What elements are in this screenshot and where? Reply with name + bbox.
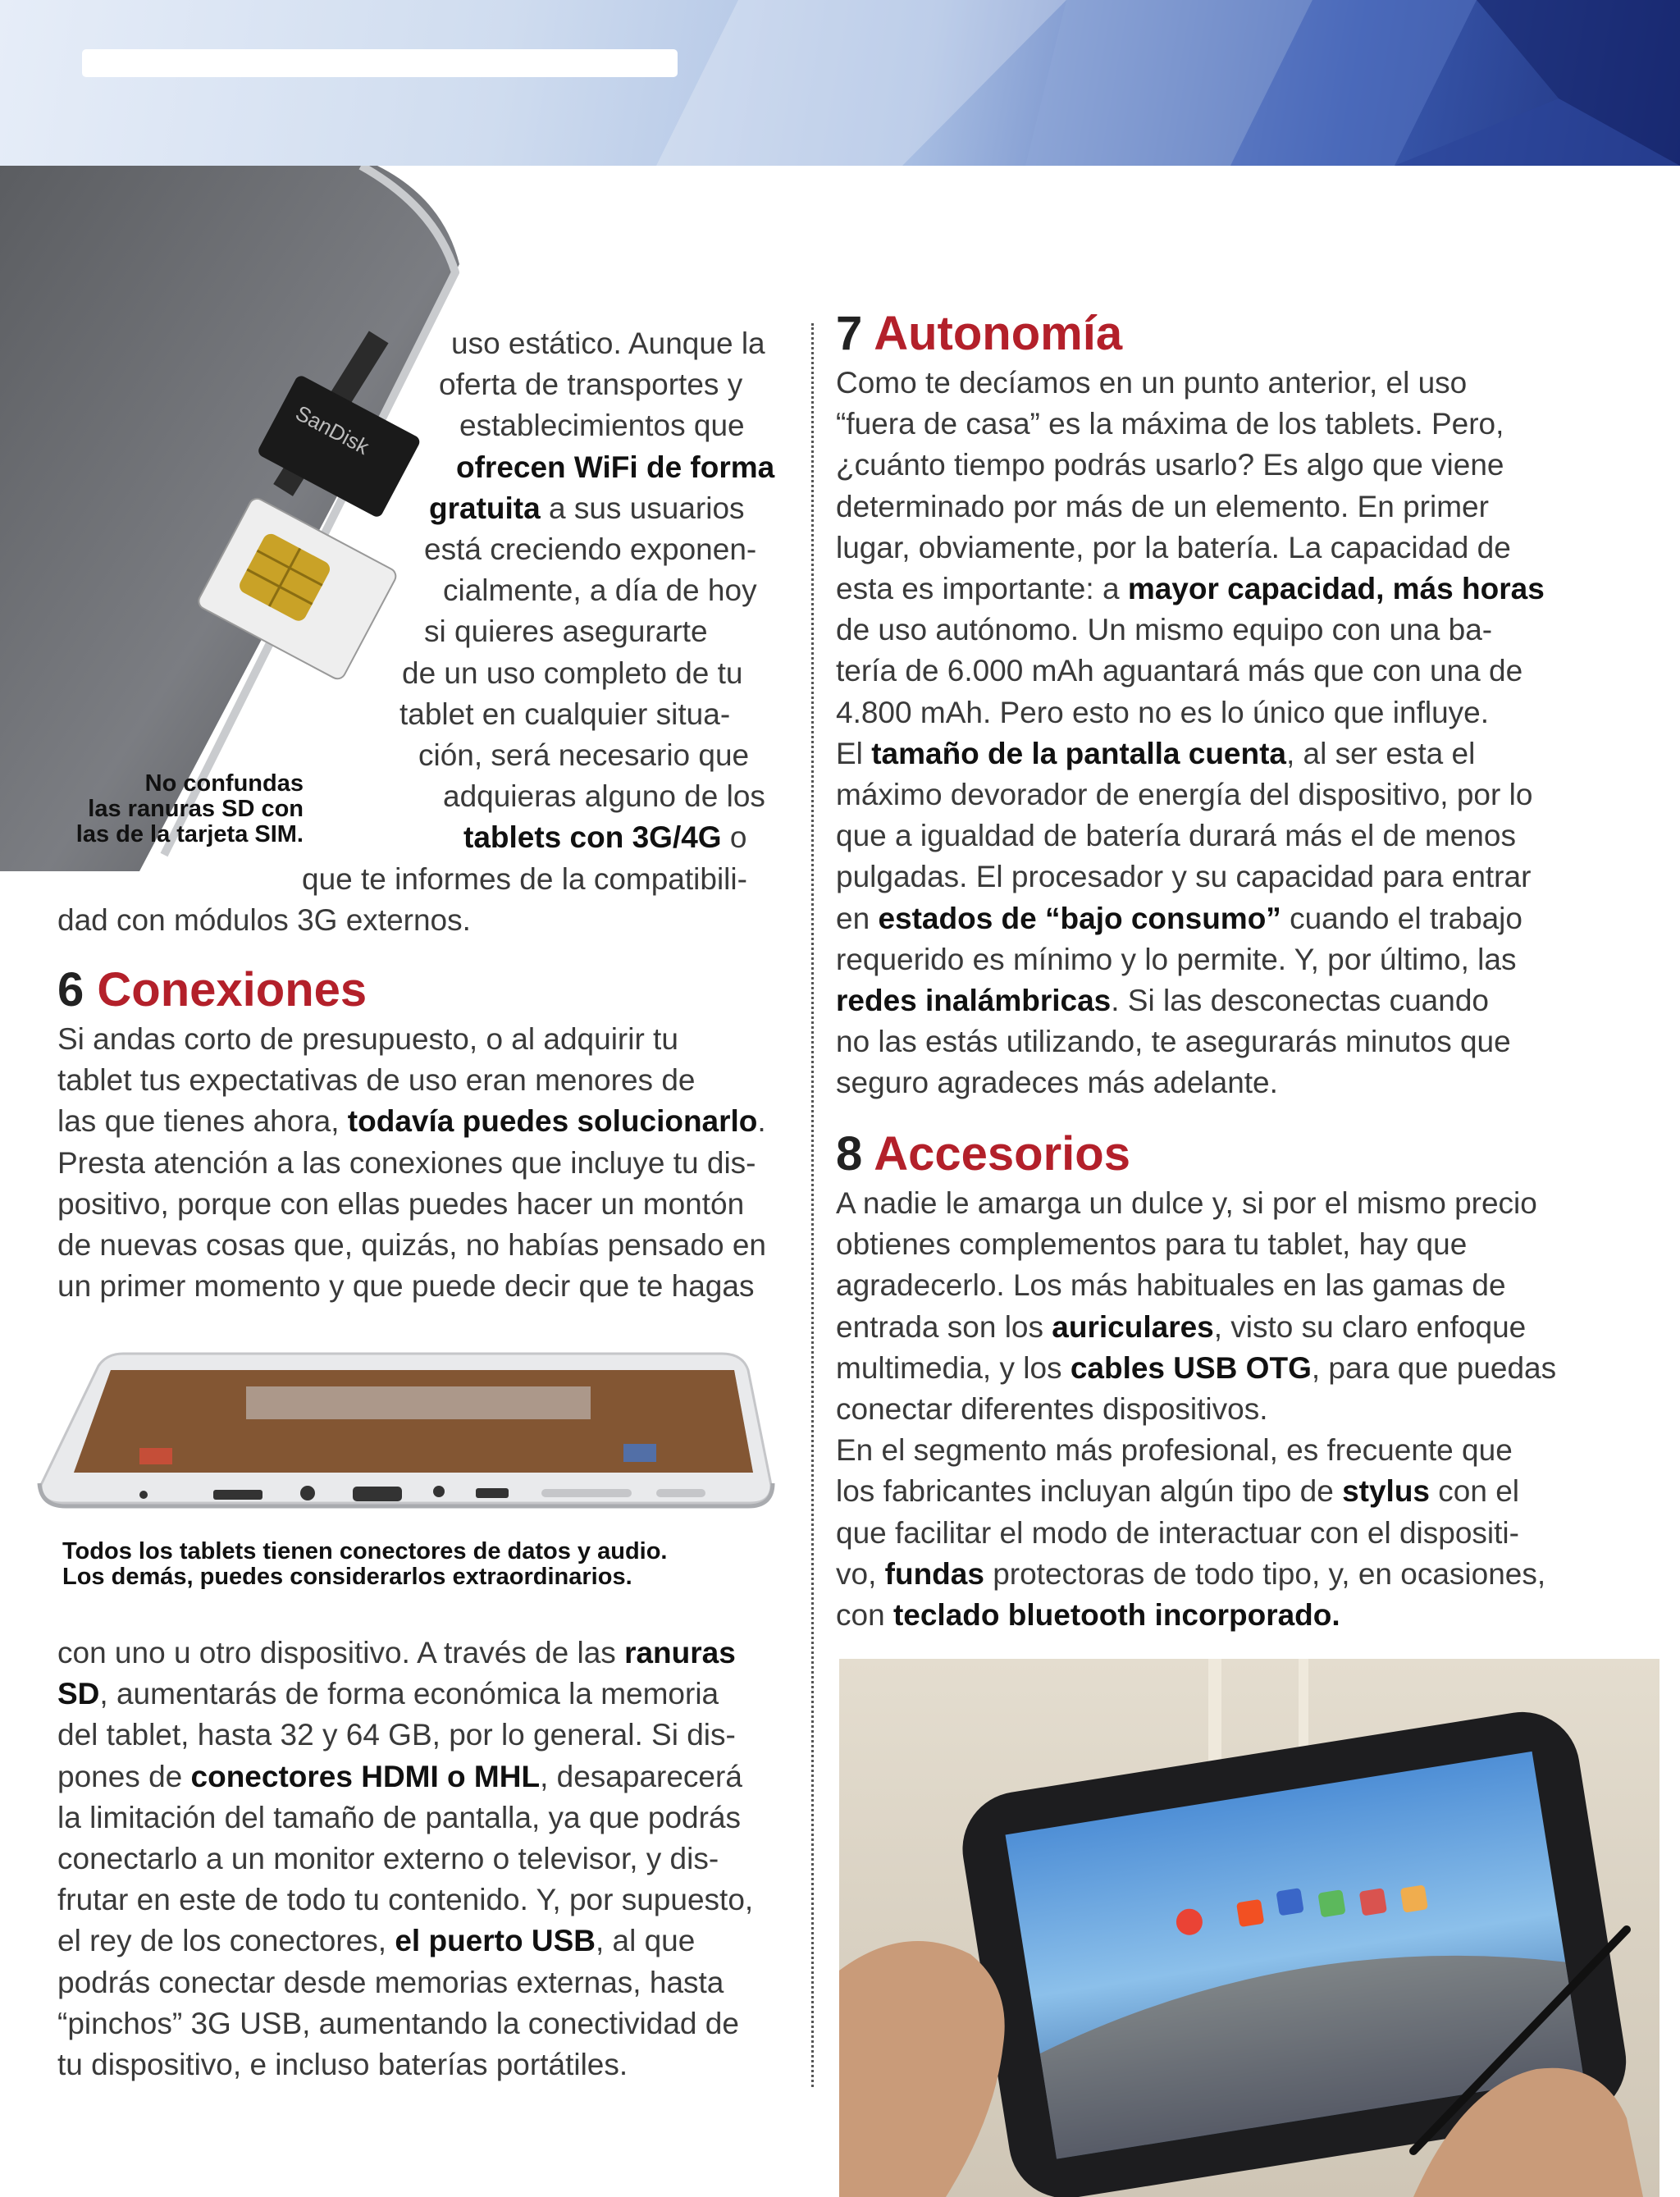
text-line: podrás conectar desde memorias externas, hasta (57, 1965, 724, 1999)
text-line: adquieras alguno de los (443, 779, 765, 814)
section-8 (836, 1126, 1656, 1636)
text-line: agradecerlo. Los más habituales en las gamas de (836, 1268, 1506, 1303)
header-banner (0, 0, 1680, 166)
photo1-caption: No confundas las ranuras SD con las de la tarjeta SIM. (75, 770, 304, 847)
text-line: en estados de “bajo consumo” cuando el trabajo (836, 901, 1522, 935)
text-line: de uso autónomo. Un mismo equipo con una ba- (836, 613, 1493, 647)
text-line: pulgadas. El procesador y su capacidad para entrar (836, 860, 1532, 894)
section-number: 7 (836, 307, 863, 360)
text-line: “pinchos” 3G USB, aumentando la conectividad de (57, 2006, 739, 2040)
text-line: con uno u otro dispositivo. A través de las ranuras (57, 1636, 736, 1669)
sd-card-label: SanDisk (291, 400, 373, 459)
text-line: máximo devorador de energía del dispositivo, por lo (836, 778, 1533, 812)
section-number: 8 (836, 1127, 863, 1181)
text-line: de nuevas cosas que, quizás, no habías pensado en (57, 1228, 766, 1263)
text-line: ción, será necesario que (418, 738, 750, 773)
section-7 (836, 305, 1656, 1104)
text-line: establecimientos que (459, 409, 745, 443)
text-line: uso estático. Aunque la (451, 327, 765, 360)
section-number: 6 (57, 963, 84, 1016)
text-line: la limitación del tamaño de pantalla, ya que podrás (57, 1800, 742, 1834)
text-line: ¿cuánto tiempo podrás usarlo? Es algo que viene (836, 448, 1504, 482)
section-6-heading (57, 961, 796, 1019)
text-line: conectarlo a un monitor externo o televisor, y dis- (57, 1842, 719, 1876)
text-line: si quieres asegurarte (424, 614, 708, 649)
text-line: frutar en este de todo tu contenido. Y, por supuesto, (57, 1883, 754, 1917)
section-title: Accesorios (874, 1127, 1130, 1181)
text-line: positivo, porque con ellas puedes hacer un montón (57, 1186, 745, 1221)
section-title: Autonomía (874, 307, 1123, 360)
text-line: En el segmento más profesional, es frecuente que (836, 1433, 1513, 1468)
text-line: tablet tus expectativas de uso eran menores de (57, 1063, 696, 1098)
text-line: dad con módulos 3G externos. (57, 902, 471, 937)
text-line: ofrecen WiFi de forma (456, 450, 775, 484)
column-divider (811, 323, 814, 2087)
text-line: oferta de transportes y (439, 368, 743, 402)
text-line: un primer momento y que puede decir que te hagas (57, 1269, 755, 1304)
text-line: el rey de los conectores, el puerto USB, al que (57, 1924, 696, 1958)
text-line: seguro agradeces más adelante. (836, 1066, 1278, 1100)
text-line: con teclado bluetooth incorporado. (836, 1598, 1340, 1633)
header-facets (0, 0, 1680, 166)
text-line: 4.800 mAh. Pero esto no es lo único que influye. (836, 695, 1490, 729)
text-line: que facilitar el modo de interactuar con el dispositi- (836, 1515, 1519, 1550)
text-line: requerido es mínimo y lo permite. Y, por último, las (836, 942, 1517, 976)
header-title-bar (82, 49, 678, 77)
text-line: tablet en cualquier situa- (399, 697, 731, 731)
text-line: del tablet, hasta 32 y 64 GB, por lo general. Si dis- (57, 1718, 736, 1752)
text-line: no las estás utilizando, te asegurarás minutos que (836, 1025, 1511, 1059)
text-line: Si andas corto de presupuesto, o al adquirir tu (57, 1022, 678, 1056)
text-line: los fabricantes incluyan algún tipo de stylus con el (836, 1474, 1520, 1509)
text-line: de un uso completo de tu (402, 655, 743, 690)
text-line: esta es importante: a mayor capacidad, más horas (836, 572, 1545, 606)
text-line: Como te decíamos en un punto anterior, el uso (836, 366, 1468, 400)
text-line: A nadie le amarga un dulce y, si por el mismo precio (836, 1186, 1537, 1220)
text-line: El tamaño de la pantalla cuenta, al ser esta el (836, 736, 1476, 770)
text-line: conectar diferentes dispositivos. (836, 1392, 1268, 1427)
text-line: las que tienes ahora, todavía puedes solucionarlo. (57, 1104, 766, 1139)
text-line: determinado por más de un elemento. En primer (836, 489, 1489, 523)
section-title: Conexiones (97, 963, 368, 1016)
text-line: tablets con 3G/4G o (463, 820, 747, 855)
text-line: que te informes de la compatibili- (302, 861, 747, 896)
photo-tablet-stylus (839, 1659, 1659, 2197)
text-line: Presta atención a las conexiones que incluye tu dis- (57, 1145, 756, 1180)
text-line: redes inalámbricas. Si las desconectas cuando (836, 984, 1489, 1018)
text-line: entrada son los auriculares, visto su claro enfoque (836, 1309, 1527, 1344)
photo-tablet-connectors (33, 1345, 779, 1510)
text-line: pones de conectores HDMI o MHL, desaparecerá (57, 1759, 742, 1793)
text-line: SD, aumentarás de forma económica la memoria (57, 1677, 719, 1711)
text-line: vo, fundas protectoras de todo tipo, y, en ocasiones, (836, 1556, 1546, 1591)
text-line: gratuita a sus usuarios (429, 491, 745, 525)
text-line: que a igualdad de batería durará más el de menos (836, 819, 1516, 853)
text-line: tería de 6.000 mAh aguantará más que con una de (836, 654, 1523, 688)
text-line: obtienes complementos para tu tablet, hay que (836, 1227, 1468, 1262)
text-line: multimedia, y los cables USB OTG, para que puedas (836, 1350, 1557, 1385)
photo2-caption: Todos los tablets tienen conectores de datos y audio. Los demás, puedes considerarlos extraordinarios. (62, 1538, 668, 1590)
text-line: está creciendo exponen- (424, 532, 757, 567)
text-line: “fuera de casa” es la máxima de los tablets. Pero, (836, 407, 1504, 441)
col1-intro (0, 323, 788, 941)
section-8-heading (836, 1126, 1656, 1183)
section-7-heading (836, 305, 1656, 363)
section-6 (57, 961, 796, 1307)
text-line: lugar, obviamente, por la batería. La capacidad de (836, 530, 1511, 564)
text-line: tu dispositivo, e incluso baterías portátiles. (57, 2048, 628, 2082)
text-line: cialmente, a día de hoy (443, 573, 757, 608)
col1-continuation (57, 1633, 796, 2085)
